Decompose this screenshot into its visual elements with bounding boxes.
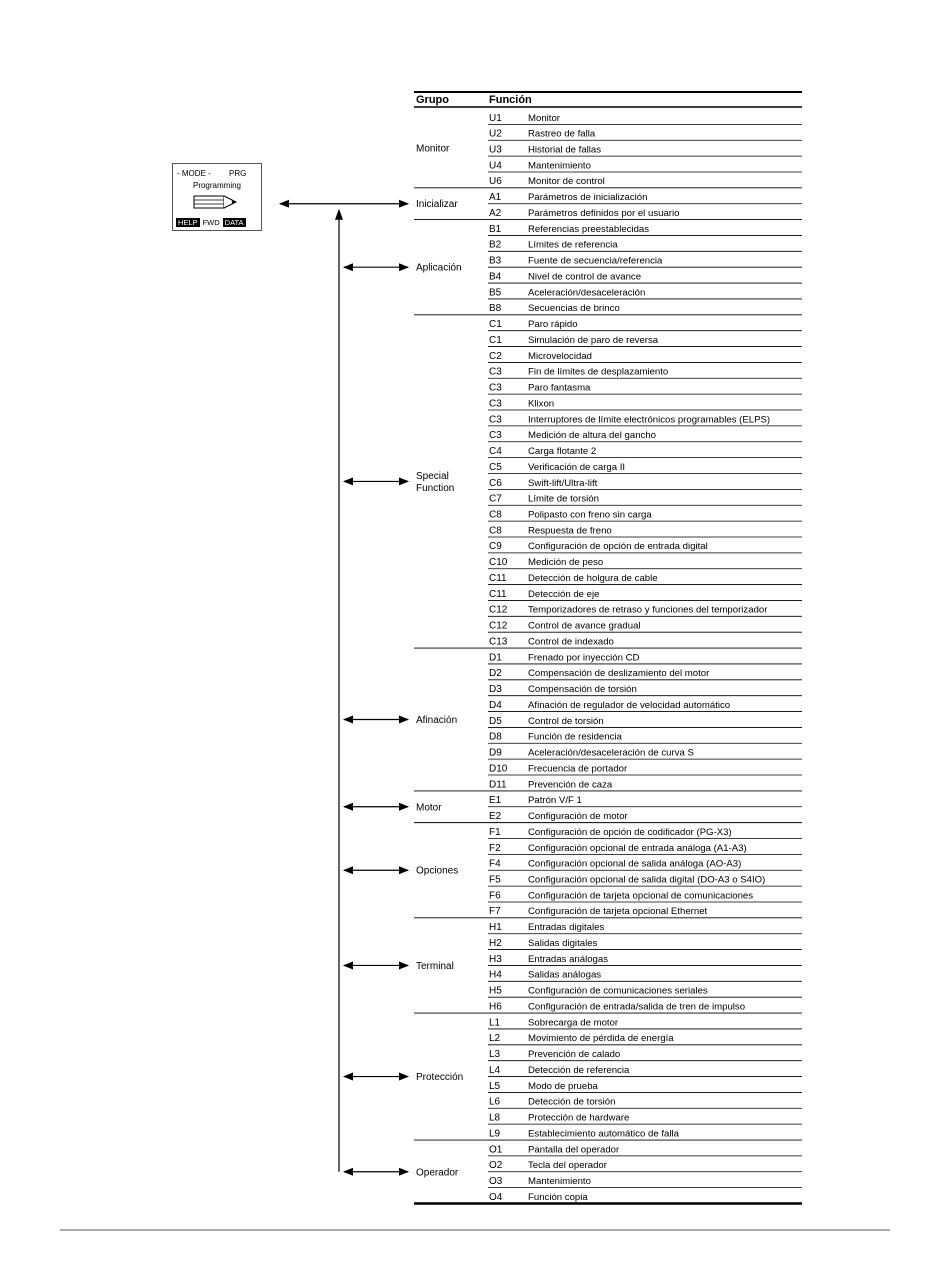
parameter-code: F7 <box>489 906 501 918</box>
parameter-code: O2 <box>489 1160 503 1172</box>
parameter-function: Paro rápido <box>528 319 578 331</box>
parameter-function: Prevención de caza <box>528 779 613 791</box>
parameter-code: D9 <box>489 747 502 759</box>
parameter-function: Límites de referencia <box>528 239 618 251</box>
group-label: Protección <box>416 1072 464 1084</box>
parameter-function: Función copia <box>528 1191 588 1203</box>
parameter-code: C13 <box>489 636 508 648</box>
parameter-function: Monitor <box>528 112 560 124</box>
group-label: Monitor <box>416 143 450 155</box>
parameter-code: C2 <box>489 350 502 362</box>
parameter-function: Carga flotante 2 <box>528 446 597 458</box>
parameter-code: H1 <box>489 922 502 934</box>
parameter-function: Entradas análogas <box>528 953 609 965</box>
parameter-function: Fin de límites de desplazamiento <box>528 366 669 378</box>
parameter-function: Interruptores de límite electrónicos programables (ELPS) <box>528 414 771 426</box>
parameter-function: Límite de torsión <box>528 493 599 505</box>
parameter-function: Configuración de opción de codificador (PG-X3) <box>528 826 732 838</box>
parameter-code: O4 <box>489 1191 503 1203</box>
parameter-function: Patrón V/F 1 <box>528 795 582 807</box>
parameter-code: C10 <box>489 557 508 569</box>
parameter-code: E1 <box>489 795 502 807</box>
parameter-function: Swift-lift/Ultra-lift <box>528 477 598 489</box>
parameter-code: L2 <box>489 1033 501 1045</box>
parameter-function: Klixon <box>528 398 555 410</box>
parameter-function: Mantenimiento <box>528 160 591 172</box>
group-label: Operador <box>416 1167 459 1179</box>
parameter-function: Medición de altura del gancho <box>528 430 657 442</box>
group-label: Motor <box>416 802 442 814</box>
help-key[interactable]: HELP <box>178 218 198 227</box>
parameter-function: Tecla del operador <box>528 1160 607 1172</box>
parameter-function: Control de indexado <box>528 636 614 648</box>
parameter-function: Entradas digitales <box>528 922 605 934</box>
parameter-code: A1 <box>489 192 502 204</box>
parameter-function: Prevención de calado <box>528 1049 621 1061</box>
parameter-function: Historial de fallas <box>528 144 602 156</box>
parameter-function: Establecimiento automático de falla <box>528 1128 679 1140</box>
parameter-function: Microvelocidad <box>528 350 592 362</box>
header-group-label: Grupo <box>416 94 449 106</box>
parameter-code: U4 <box>489 160 502 172</box>
parameter-code: D11 <box>489 779 507 791</box>
parameter-code: C1 <box>489 334 502 346</box>
operator-panel-display <box>172 163 262 231</box>
parameter-code: L9 <box>489 1128 501 1140</box>
parameter-code: C6 <box>489 477 502 489</box>
parameter-function: Parámetros de inicialización <box>528 192 648 204</box>
parameter-code: C3 <box>489 430 502 442</box>
parameter-function: Detección de torsión <box>528 1096 616 1108</box>
parameter-code: C7 <box>489 493 502 505</box>
parameter-function: Frecuencia de portador <box>528 763 628 775</box>
parameter-code: D1 <box>489 652 502 664</box>
parameter-code: L1 <box>489 1017 501 1029</box>
parameter-function: Aceleración/desaceleración de curva S <box>528 747 694 759</box>
parameter-function: Sobrecarga de motor <box>528 1017 619 1029</box>
parameter-code: C8 <box>489 525 502 537</box>
group-label: Opciones <box>416 865 459 877</box>
parameter-code: D4 <box>489 699 502 711</box>
parameter-function: Control de torsión <box>528 715 604 727</box>
parameter-function: Rastreo de falla <box>528 128 596 140</box>
parameter-code: B5 <box>489 287 502 299</box>
parameter-code: L8 <box>489 1112 501 1124</box>
parameter-code: D2 <box>489 668 502 680</box>
parameter-function: Frenado por inyección CD <box>528 652 640 664</box>
parameter-code: C3 <box>489 398 502 410</box>
parameter-code: C11 <box>489 588 507 600</box>
parameter-code: C1 <box>489 319 502 331</box>
parameter-code: C3 <box>489 414 502 426</box>
parameter-function: Protección de hardware <box>528 1112 630 1124</box>
parameter-function: Compensación de torsión <box>528 684 637 696</box>
parameter-function: Detección de referencia <box>528 1064 630 1076</box>
parameter-function: Parámetros definidos por el usuario <box>528 207 680 219</box>
parameter-code: F1 <box>489 826 501 838</box>
parameter-code: F2 <box>489 842 501 854</box>
parameter-code: D3 <box>489 684 502 696</box>
parameter-function: Movimiento de pérdida de energía <box>528 1033 674 1045</box>
parameter-function: Referencias preestablecidas <box>528 223 650 235</box>
parameter-function: Configuración de tarjeta opcional de comunicaciones <box>528 890 754 902</box>
parameter-code: L5 <box>489 1080 501 1092</box>
parameter-code: H3 <box>489 953 502 965</box>
parameter-function: Aceleración/desaceleración <box>528 287 646 299</box>
parameter-function: Secuencias de brinco <box>528 303 620 315</box>
parameter-code: D8 <box>489 731 502 743</box>
parameter-code: C3 <box>489 382 502 394</box>
parameter-function: Configuración de entrada/salida de tren de impulso <box>528 1001 746 1013</box>
group-label: Inicializar <box>416 199 458 211</box>
group-label: Afinación <box>416 714 458 726</box>
parameter-code: U2 <box>489 128 502 140</box>
parameter-function: Configuración de opción de entrada digital <box>528 541 708 553</box>
parameter-function: Pantalla del operador <box>528 1144 620 1156</box>
parameter-code: C9 <box>489 541 502 553</box>
parameter-code: U6 <box>489 176 502 188</box>
parameter-function: Configuración de motor <box>528 811 628 823</box>
parameter-code: C11 <box>489 572 507 584</box>
parameter-code: A2 <box>489 207 502 219</box>
parameter-code: B4 <box>489 271 502 283</box>
parameter-code: F5 <box>489 874 501 886</box>
parameter-function: Nivel de control de avance <box>528 271 642 283</box>
parameter-function: Modo de prueba <box>528 1080 598 1092</box>
programming-label: Programming <box>192 181 241 190</box>
parameter-function: Polipasto con freno sin carga <box>528 509 652 521</box>
parameter-function: Configuración opcional de salida análoga (AO-A3) <box>528 858 742 870</box>
parameter-code: H4 <box>489 969 502 981</box>
parameter-code: C4 <box>489 446 502 458</box>
parameter-function: Medición de peso <box>528 557 604 569</box>
parameter-function: Salidas digitales <box>528 937 598 949</box>
parameter-function: Configuración opcional de salida digital (DO-A3 o S4IO) <box>528 874 766 886</box>
mode-label: - MODE - <box>177 169 211 178</box>
parameter-function: Fuente de secuencia/referencia <box>528 255 663 267</box>
parameter-function: Monitor de control <box>528 176 605 188</box>
parameter-function: Configuración opcional de entrada análoga (A1-A3) <box>528 842 747 854</box>
parameter-code: D5 <box>489 715 502 727</box>
parameter-code: E2 <box>489 811 502 823</box>
header-function-label: Función <box>489 94 532 106</box>
parameter-function: Paro fantasma <box>528 382 591 394</box>
parameter-code: C12 <box>489 604 508 616</box>
parameter-code: L3 <box>489 1049 501 1061</box>
parameter-code: H5 <box>489 985 502 997</box>
group-label: Special Function <box>416 470 455 494</box>
parameter-code: D10 <box>489 763 508 775</box>
parameter-function: Respuesta de freno <box>528 525 612 537</box>
group-label: Terminal <box>416 960 454 972</box>
parameter-function: Configuración de comunicaciones seriales <box>528 985 708 997</box>
group-label: Aplicación <box>416 262 462 274</box>
pencil-icon <box>193 193 239 211</box>
parameter-code: B2 <box>489 239 502 251</box>
fwd-key[interactable]: FWD <box>202 218 220 227</box>
parameter-function: Simulación de paro de reversa <box>528 334 659 346</box>
parameter-code: B8 <box>489 303 502 315</box>
parameter-code: U1 <box>489 112 502 124</box>
prg-label: PRG <box>229 169 247 178</box>
parameter-function: Afinación de regulador de velocidad automático <box>528 699 731 711</box>
parameter-function: Detección de eje <box>528 588 600 600</box>
parameter-code: O3 <box>489 1176 503 1188</box>
parameter-code: C8 <box>489 509 502 521</box>
parameter-function: Configuración de tarjeta opcional Ethernet <box>528 906 708 918</box>
spine-arrowhead <box>335 209 343 220</box>
parameter-function: Mantenimiento <box>528 1176 591 1188</box>
data-key[interactable]: DATA <box>224 218 244 227</box>
parameter-code: L4 <box>489 1064 501 1076</box>
parameter-function: Temporizadores de retraso y funciones del temporizador <box>528 604 768 616</box>
parameter-code: H2 <box>489 937 502 949</box>
parameter-function: Función de residencia <box>528 731 622 743</box>
parameter-code: B3 <box>489 255 502 267</box>
parameter-function: Verificación de carga II <box>528 461 626 473</box>
parameter-code: F4 <box>489 858 501 870</box>
parameter-function: Compensación de deslizamiento del motor <box>528 668 710 680</box>
parameter-function: Control de avance gradual <box>528 620 641 632</box>
parameter-function: Detección de holgura de cable <box>528 572 658 584</box>
parameter-code: O1 <box>489 1144 503 1156</box>
parameter-code: U3 <box>489 144 502 156</box>
parameter-function: Salidas análogas <box>528 969 602 981</box>
parameter-code: C5 <box>489 461 502 473</box>
parameter-code: C3 <box>489 366 502 378</box>
parameter-code: C12 <box>489 620 508 632</box>
parameter-code: H6 <box>489 1001 502 1013</box>
parameter-code: F6 <box>489 890 501 902</box>
parameter-code: B1 <box>489 223 502 235</box>
parameter-code: L6 <box>489 1096 501 1108</box>
